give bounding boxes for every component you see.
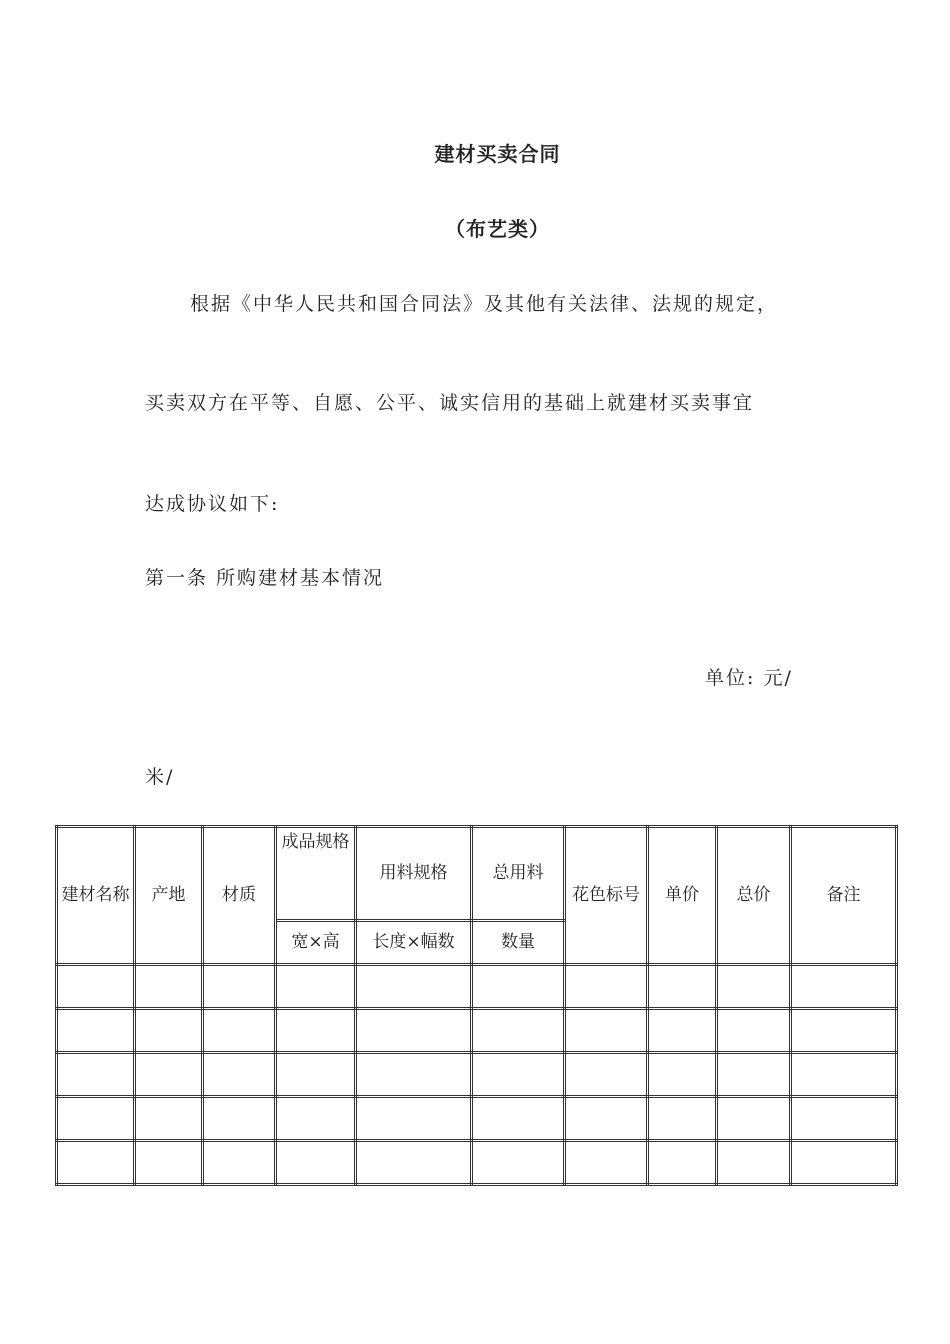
table-cell[interactable] — [276, 1141, 356, 1185]
table-cell[interactable] — [717, 1141, 791, 1185]
table-row — [57, 1141, 897, 1185]
table-cell[interactable] — [203, 965, 276, 1009]
table-cell[interactable] — [276, 1097, 356, 1141]
subheader-quantity: 数量 — [472, 921, 565, 965]
table-cell[interactable] — [648, 1097, 717, 1141]
table-cell[interactable] — [791, 1053, 897, 1097]
header-origin: 产地 — [135, 827, 203, 965]
header-material: 材质 — [203, 827, 276, 965]
table-cell[interactable] — [472, 1141, 565, 1185]
table-cell[interactable] — [565, 1009, 648, 1053]
document-subtitle: （布艺类） — [445, 217, 550, 241]
table-cell[interactable] — [565, 1097, 648, 1141]
subheader-length-panels: 长度×幅数 — [356, 921, 472, 965]
unit-note-line-2: 米/ — [145, 766, 175, 788]
header-finished-spec: 成品规格 — [276, 827, 356, 921]
intro-paragraph-line-1: 根据《中华人民共和国合同法》及其他有关法律、法规的规定， — [190, 293, 779, 315]
table-cell[interactable] — [356, 1097, 472, 1141]
table-cell[interactable] — [472, 1097, 565, 1141]
table-row — [57, 1053, 897, 1097]
table-cell[interactable] — [135, 1097, 203, 1141]
table-cell[interactable] — [135, 1009, 203, 1053]
document-title: 建材买卖合同 — [434, 142, 561, 166]
table-cell[interactable] — [472, 1053, 565, 1097]
table-header-row — [57, 827, 897, 921]
table-cell[interactable] — [203, 1009, 276, 1053]
table-cell[interactable] — [356, 1141, 472, 1185]
header-remark: 备注 — [791, 827, 897, 965]
table-cell[interactable] — [276, 1053, 356, 1097]
table-cell[interactable] — [356, 1009, 472, 1053]
table-cell[interactable] — [565, 1141, 648, 1185]
table-cell[interactable] — [565, 1053, 648, 1097]
table-cell[interactable] — [57, 1097, 135, 1141]
table-cell[interactable] — [791, 1097, 897, 1141]
intro-paragraph-line-2: 买卖双方在平等、自愿、公平、诚实信用的基础上就建材买卖事宜 — [145, 392, 755, 414]
table-cell[interactable] — [57, 1053, 135, 1097]
table-cell[interactable] — [57, 1009, 135, 1053]
table-cell[interactable] — [203, 1053, 276, 1097]
table-cell[interactable] — [648, 1053, 717, 1097]
article-1-heading: 第一条 所购建材基本情况 — [145, 567, 385, 589]
table-cell[interactable] — [717, 1053, 791, 1097]
table-cell[interactable] — [57, 1141, 135, 1185]
intro-paragraph-line-3: 达成协议如下: — [145, 493, 280, 515]
table-cell[interactable] — [717, 1009, 791, 1053]
header-unit-price: 单价 — [648, 827, 717, 965]
header-material-name: 建材名称 — [57, 827, 135, 965]
table-cell[interactable] — [472, 1009, 565, 1053]
header-usage-spec: 用料规格 — [356, 827, 472, 921]
table-cell[interactable] — [717, 965, 791, 1009]
table-cell[interactable] — [648, 965, 717, 1009]
table-cell[interactable] — [648, 1009, 717, 1053]
table-row — [57, 965, 897, 1009]
table-cell[interactable] — [648, 1141, 717, 1185]
table-cell[interactable] — [203, 1141, 276, 1185]
table-cell[interactable] — [791, 965, 897, 1009]
table-cell[interactable] — [135, 1053, 203, 1097]
header-total-price: 总价 — [717, 827, 791, 965]
table-cell[interactable] — [135, 1141, 203, 1185]
unit-note-line-1: 单位: 元/ — [705, 667, 793, 689]
table-cell[interactable] — [356, 1053, 472, 1097]
table-cell[interactable] — [135, 965, 203, 1009]
table-cell[interactable] — [565, 965, 648, 1009]
subheader-width-height: 宽×高 — [276, 921, 356, 965]
table-cell[interactable] — [57, 965, 135, 1009]
table-cell[interactable] — [203, 1097, 276, 1141]
table-cell[interactable] — [791, 1009, 897, 1053]
materials-table — [55, 825, 898, 1186]
header-total-usage: 总用料 — [472, 827, 565, 921]
header-pattern-number: 花色标号 — [565, 827, 648, 965]
table-cell[interactable] — [717, 1097, 791, 1141]
table-cell[interactable] — [791, 1141, 897, 1185]
table-cell[interactable] — [276, 965, 356, 1009]
table-row — [57, 1009, 897, 1053]
table-row — [57, 1097, 897, 1141]
table-cell[interactable] — [472, 965, 565, 1009]
table-cell[interactable] — [356, 965, 472, 1009]
table-cell[interactable] — [276, 1009, 356, 1053]
